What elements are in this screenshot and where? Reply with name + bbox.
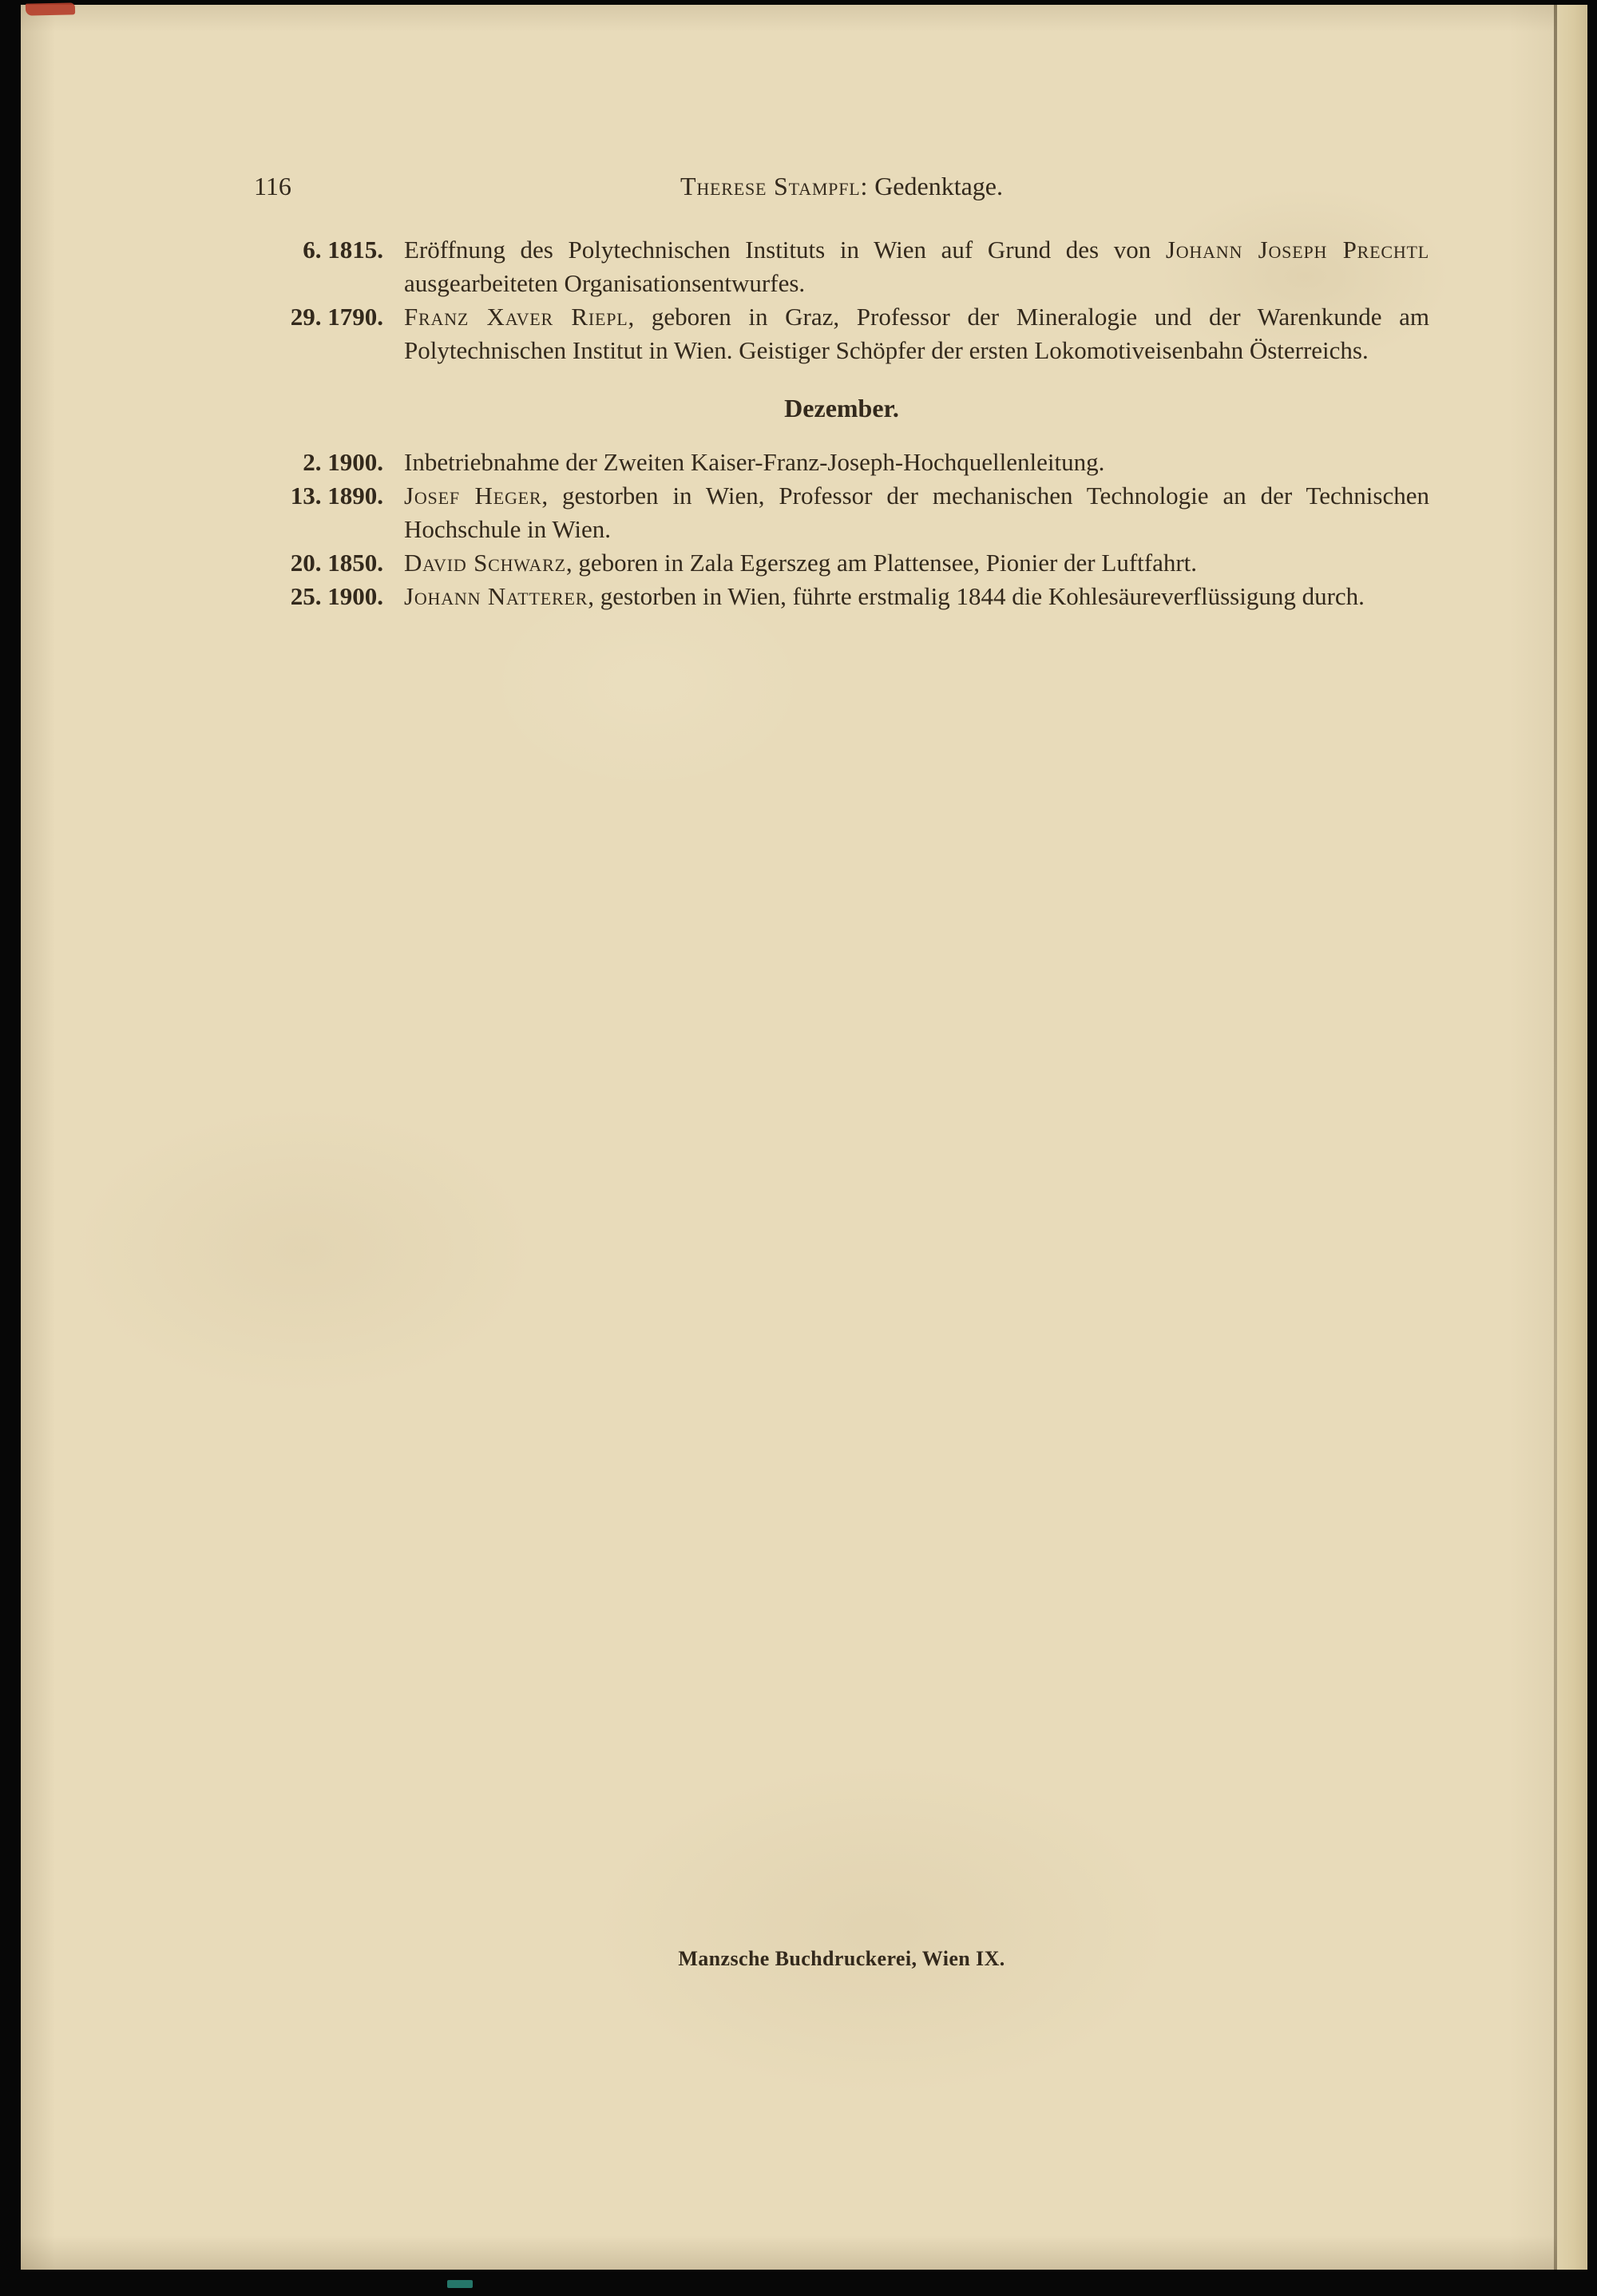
entry-date: 29. 1790. xyxy=(290,303,383,331)
entry-row xyxy=(254,546,1429,580)
entry-date: 13. 1890. xyxy=(290,482,383,510)
entry-date: 20. 1850. xyxy=(290,549,383,577)
entry-text: David Schwarz, geboren in Zala Egerszeg am Plattensee, Pionier der Luftfahrt. xyxy=(404,549,1198,577)
entry-row xyxy=(254,580,1429,613)
entry-date: 6. 1815. xyxy=(303,236,383,264)
page-edge xyxy=(1557,5,1587,2270)
entry-row xyxy=(254,233,1429,300)
entry-text: Franz Xaver Riepl, geboren in Graz, Professor der Mineralogie und der Warenkunde am Polytechnischen Institut in Wien. Geistiger Schöpfer der ersten Lokomotiveisenbahn Österreichs. xyxy=(404,303,1429,364)
page-content xyxy=(254,169,1429,613)
entry-row xyxy=(254,300,1429,367)
red-ink-mark xyxy=(26,2,75,15)
entry-text: Johann Natterer, gestorben in Wien, führte erstmalig 1844 die Kohlesäureverflüssigung durch. xyxy=(404,582,1365,610)
entry-row xyxy=(254,479,1429,546)
entries-section-top xyxy=(254,233,1429,367)
entry-date: 2. 1900. xyxy=(303,448,383,476)
entry-date: 25. 1900. xyxy=(290,582,383,610)
paper-page xyxy=(21,5,1587,2270)
page-header xyxy=(254,169,1429,204)
running-header: Therese Stampfl: Gedenktage. xyxy=(680,172,1003,200)
printer-imprint: Manzsche Buchdruckerei, Wien IX. xyxy=(678,1947,1005,1970)
entries-section-december xyxy=(254,446,1429,613)
scan-artifact-mark xyxy=(447,2280,473,2288)
page-number: 116 xyxy=(254,172,291,200)
entry-text: Inbetriebnahme der Zweiten Kaiser-Franz-Joseph-Hochquellenleitung. xyxy=(404,448,1105,476)
entry-text: Eröffnung des Polytechnischen Instituts in Wien auf Grund des von Johann Joseph Prechtl ausgearbeiteten Organisationsentwurfes. xyxy=(404,236,1430,297)
entry-text: Josef Heger, gestorben in Wien, Professor der mechanischen Technologie an der Technischen Hochschule in Wien. xyxy=(404,482,1429,543)
section-heading-december: Dezember. xyxy=(784,394,899,422)
entry-row xyxy=(254,446,1429,479)
